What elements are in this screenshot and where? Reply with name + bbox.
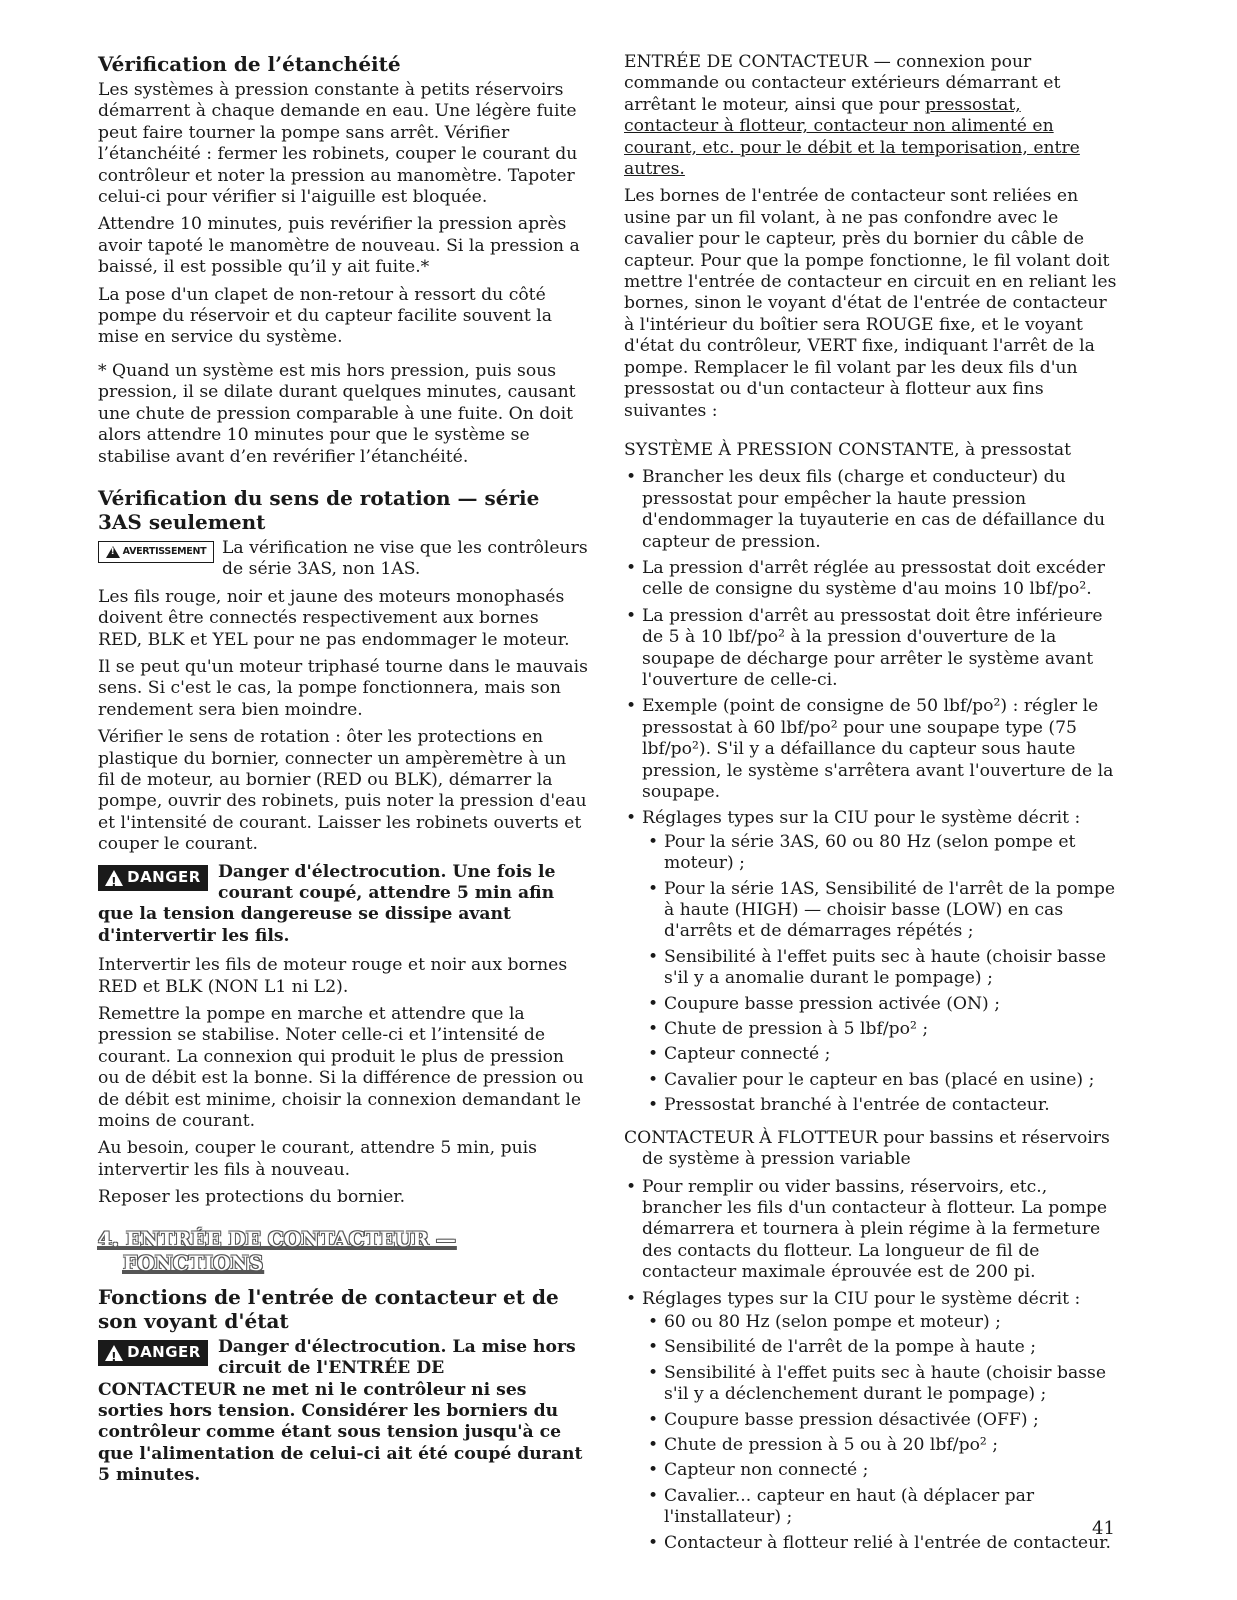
warning-text: La vérification ne vise que les contrôleurs de série 3AS, non 1AS. [222, 537, 588, 580]
footnote: * Quand un système est mis hors pression, puis sous pression, il se dilate durant quelques minutes, causant une chute de pression comparable à une fuite. On doit alors attendre 10 minutes pour que le système se stabilise avant d’en revérifier l’étanchéité. [98, 360, 576, 467]
list-item: • Pour la série 3AS, 60 ou 80 Hz (selon pompe et moteur) ; [642, 832, 1120, 875]
list-item: • Contacteur à flotteur relié à l'entrée de contacteur. [642, 1533, 1120, 1554]
section-heading: 4. ENTRÉE DE CONTACTEUR — FONCTIONS [98, 1226, 456, 1275]
list-item: • Exemple (point de consigne de 50 lbf/po²) : régler le pressostat à 60 lbf/po² pour une soupape type (75 lbf/po²). S'il y a défaillance du capteur sous haute pression, le système s'arrêtera avant l'ouverture de la soupape. [624, 696, 1120, 803]
list-item: • Réglages types sur la CIU pour le système décrit : • 60 ou 80 Hz (selon pompe et moteur) ; • Sensibilité de l'arrêt de la pompe à haute ; • Sensibilité à l'effet puits sec à haute (choisir basse s'il y a déclenchement durant le pompage) ; • Coupure basse pression désactivée (OFF) ; • Chute de pression à 5 ou à 20 lbf/po² ; • Capteur non connecté ; • Cavalier... capteur en haut (à déplacer par l'installateur) ; • Contacteur à flotteur relié à l'entrée de contacteur. [624, 1289, 1120, 1554]
paragraph: Il se peut qu'un moteur triphasé tourne dans le mauvais sens. Si c'est le cas, la pompe fonctionnera, mais son rendement sera bien moindre. [98, 656, 588, 720]
list-item: • Coupure basse pression activée (ON) ; [642, 994, 1120, 1015]
danger-text: Danger d'électrocution. Une fois le courant coupé, attendre 5 min afin que la tension dangereuse se dissipe avant d'intervertir les fils. [98, 861, 556, 946]
underlined-text: pressostat, contacteur à flotteur, contacteur non alimenté en courant, etc. pour le débit et la temporisation, entre autres. [624, 94, 1080, 180]
list-item: • Chute de pression à 5 lbf/po² ; [642, 1019, 1120, 1040]
heading-etancheite: Vérification de l’étanchéité [98, 52, 401, 76]
heading-rotation: Vérification du sens de rotation — série 3AS seulement [98, 485, 540, 534]
warning-badge: ! AVERTISSEMENT [98, 541, 214, 563]
paragraph: Les systèmes à pression constante à petits réservoirs démarrent à chaque demande en eau. Une légère fuite peut faire tourner la pompe sans arrêt. Vérifier l’étanchéité : fermer les robinets, couper le courant du contrôleur et noter la pression au manomètre. Tapoter celui-ci pour vérifier si l'aiguille est bloquée. [98, 80, 578, 208]
paragraph: ENTRÉE DE CONTACTEUR — connexion pour commande ou contacteur extérieurs démarrant et arrêtant le moteur, ainsi que pour pressostat, contacteur à flotteur, contacteur non alimenté en courant, etc. pour le débit et la temporisation, entre autres. [624, 52, 1080, 180]
list-item: • Chute de pression à 5 ou à 20 lbf/po² ; [642, 1435, 1120, 1456]
paragraph: Les fils rouge, noir et jaune des moteurs monophasés doivent être connectés respectivement aux bornes RED, BLK et YEL pour ne pas endommager le moteur. [98, 586, 570, 650]
warning-notice [98, 538, 588, 581]
heading-fonctions: Fonctions de l'entrée de contacteur et de son voyant d'état [98, 1284, 559, 1333]
flotteur-list [624, 1177, 1120, 1555]
page-number: 41 [1092, 1518, 1115, 1539]
left-column [98, 52, 588, 1495]
list-item: • La pression d'arrêt réglée au pressostat doit excéder celle de consigne du système d'au moins 10 lbf/po². [624, 558, 1120, 601]
danger-notice [98, 1337, 588, 1487]
danger-triangle-icon [105, 1345, 123, 1361]
list-item: • Capteur non connecté ; [642, 1460, 1120, 1481]
list-item: • Brancher les deux fils (charge et conducteur) du pressostat pour empêcher la haute pression d'endommager la tuyauterie en cas de défaillance du capteur de pression. [624, 467, 1120, 553]
list-item: • Coupure basse pression désactivée (OFF) ; [642, 1410, 1120, 1431]
danger-triangle-icon [105, 870, 123, 886]
list-item: • Sensibilité de l'arrêt de la pompe à haute ; [642, 1337, 1120, 1358]
danger-notice [98, 862, 588, 948]
paragraph: La pose d'un clapet de non-retour à ressort du côté pompe du réservoir et du capteur facilite souvent la mise en service du système. [98, 284, 553, 348]
list-item: • 60 ou 80 Hz (selon pompe et moteur) ; [642, 1312, 1120, 1333]
subheading-pressostat: SYSTÈME À PRESSION CONSTANTE, à pressostat [624, 439, 1072, 460]
list-item: • La pression d'arrêt au pressostat doit être inférieure de 5 à 10 lbf/po² à la pression d'ouverture de la soupape de décharge pour arrêter le système avant l'ouverture de celle-ci. [624, 606, 1120, 692]
list-item: • Réglages types sur la CIU pour le système décrit : • Pour la série 3AS, 60 ou 80 Hz (selon pompe et moteur) ; • Pour la série 1AS, Sensibilité de l'arrêt de la pompe à haute (HIGH) — choisir basse (LOW) en cas d'arrêts et de démarrages répétés ; • Sensibilité à l'effet puits sec à haute (choisir basse s'il y a anomalie durant le pompage) ; • Coupure basse pression activée (ON) ; • Chute de pression à 5 lbf/po² ; • Capteur connecté ; • Cavalier pour le capteur en bas (placé en usine) ; • Pressostat branché à l'entrée de contacteur. [624, 808, 1120, 1116]
list-item: • Pour la série 1AS, Sensibilité de l'arrêt de la pompe à haute (HIGH) — choisir basse (LOW) en cas d'arrêts et de démarrages répétés ; [642, 879, 1120, 943]
paragraph: Reposer les protections du bornier. [98, 1187, 406, 1208]
list-item: • Cavalier... capteur en haut (à déplacer par l'installateur) ; [642, 1486, 1120, 1529]
list-item: • Pressostat branché à l'entrée de contacteur. [642, 1095, 1120, 1116]
warning-triangle-icon [106, 546, 120, 558]
danger-text: Danger d'électrocution. La mise hors circuit de l'ENTRÉE DE CONTACTEUR ne met ni le contrôleur ni ses sorties hors tension. Considérer les borniers du contrôleur comme étant sous tension jusqu'à ce que l'alimentation de celui-ci ait été coupé durant 5 minutes. [98, 1336, 583, 1486]
list-item: • Sensibilité à l'effet puits sec à haute (choisir basse s'il y a déclenchement durant le pompage) ; [642, 1363, 1120, 1406]
paragraph: Remettre la pompe en marche et attendre que la pression se stabilise. Noter celle-ci et l’intensité de courant. La connexion qui produit le plus de pression ou de débit est la bonne. Si la différence de pression ou de débit est minime, choisir la connexion demandant le moins de courant. [98, 1004, 584, 1132]
paragraph: Vérifier le sens de rotation : ôter les protections en plastique du bornier, connecter un ampèremètre à un fil de moteur, au bornier (RED ou BLK), démarrer la pompe, ouvrir des robinets, puis noter la pression d'eau et l'intensité de courant. Laisser les robinets ouverts et couper le courant. [98, 727, 587, 855]
danger-badge: ! DANGER [98, 1340, 208, 1366]
subheading-flotteur: CONTACTEUR À FLOTTEUR pour bassins et réservoirs de système à pression variable [624, 1127, 1110, 1170]
list-item: • Sensibilité à l'effet puits sec à haute (choisir basse s'il y a anomalie durant le pompage) ; [642, 947, 1120, 990]
right-column [624, 52, 1120, 1559]
danger-badge: ! DANGER [98, 865, 208, 891]
settings-sublist [642, 832, 1120, 1117]
list-item: • Pour remplir ou vider bassins, réservoirs, etc., brancher les fils d'un contacteur à flotteur. La pompe démarrera et tournera à plein régime à la fermeture des contacts du flotteur. La longueur de fil de contacteur maximale éprouvée est de 200 pi. [624, 1177, 1120, 1284]
list-item: • Cavalier pour le capteur en bas (placé en usine) ; [642, 1070, 1120, 1091]
paragraph: Intervertir les fils de moteur rouge et noir aux bornes RED et BLK (NON L1 ni L2). [98, 955, 568, 997]
paragraph: Les bornes de l'entrée de contacteur sont reliées en usine par un fil volant, à ne pas confondre avec le cavalier pour le capteur, près du bornier du câble de capteur. Pour que la pompe fonctionne, le fil volant doit mettre l'entrée de contacteur en circuit en en reliant les bornes, sinon le voyant d'état de l'entrée de contacteur à l'intérieur du boîtier sera ROUGE fixe, et le voyant d'état du contrôleur, VERT fixe, indiquant l'arrêt de la pompe. Remplacer le fil volant par les deux fils d'un pressostat ou d'un contacteur à flotteur aux fins suivantes : [624, 186, 1117, 421]
list-item: • Capteur connecté ; [642, 1044, 1120, 1065]
pressostat-list [624, 467, 1120, 1116]
paragraph: Au besoin, couper le courant, attendre 5 min, puis intervertir les fils à nouveau. [98, 1138, 537, 1180]
paragraph: Attendre 10 minutes, puis revérifier la pression après avoir tapoté le manomètre de nouveau. Si la pression a baissé, il est possible qu’il y ait fuite.* [98, 214, 580, 278]
settings-sublist [642, 1312, 1120, 1554]
